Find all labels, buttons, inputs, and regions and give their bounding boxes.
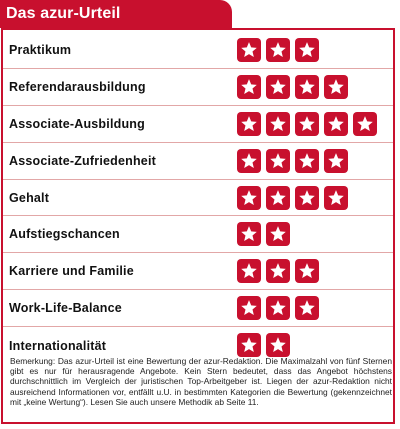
star-icon: [237, 75, 261, 99]
star-rating: [237, 296, 319, 320]
rating-row: [3, 69, 393, 106]
star-icon: [237, 296, 261, 320]
rating-label: Work-Life-Balance: [9, 301, 122, 316]
star-icon: [266, 38, 290, 62]
star-icon: [266, 75, 290, 99]
star-rating: [237, 149, 348, 173]
star-icon: [237, 259, 261, 283]
rating-row: [3, 143, 393, 180]
rating-label: Associate-Zufriedenheit: [9, 153, 156, 168]
star-icon: [295, 112, 319, 136]
rating-label: Karriere und Familie: [9, 264, 134, 279]
star-icon: [266, 112, 290, 136]
star-icon: [295, 38, 319, 62]
star-icon: [237, 38, 261, 62]
star-rating: [237, 222, 290, 246]
star-icon: [266, 149, 290, 173]
rating-label: Associate-Ausbildung: [9, 116, 145, 131]
header-tab: [0, 0, 232, 28]
rating-label: Praktikum: [9, 42, 72, 57]
star-rating: [237, 112, 377, 136]
star-rating: [237, 38, 319, 62]
rating-row: [3, 180, 393, 217]
footnote: Bemerkung: Das azur-Urteil ist eine Bewertung der azur-Redaktion. Die Maximalzahl von fünf Sternen gibt es nur für herausragende Angebote. Kein Stern bedeutet, dass das Angebot höchstens durchschnittlich im Vergleich der juristischen Top-Arbeitgeber ist. Liegen der azur-Redaktion nicht ausreichend Informationen vor, entfällt u.U. in bestimmten Kategorien die Bewertung (gekennzeichnet mit „keine Wertung“). Lesen Sie auch unsere Methodik ab Seite 11.: [10, 356, 392, 407]
rating-row: [3, 106, 393, 143]
star-icon: [266, 259, 290, 283]
star-icon: [295, 259, 319, 283]
star-icon: [237, 149, 261, 173]
rating-row: [3, 253, 393, 290]
star-icon: [324, 75, 348, 99]
star-icon: [324, 149, 348, 173]
star-icon: [237, 222, 261, 246]
star-rating: [237, 259, 319, 283]
rating-box: [1, 28, 395, 424]
star-icon: [266, 186, 290, 210]
star-icon: [266, 333, 290, 357]
star-icon: [295, 75, 319, 99]
star-icon: [266, 222, 290, 246]
star-icon: [295, 296, 319, 320]
star-rating: [237, 75, 348, 99]
star-icon: [353, 112, 377, 136]
rating-row: [3, 216, 393, 253]
rating-label: Referendarausbildung: [9, 79, 146, 94]
page-title: Das azur-Urteil: [6, 5, 121, 22]
star-icon: [237, 186, 261, 210]
star-icon: [295, 186, 319, 210]
star-icon: [237, 333, 261, 357]
rating-row: [3, 32, 393, 69]
rating-label: Gehalt: [9, 190, 50, 205]
star-icon: [295, 149, 319, 173]
star-icon: [324, 112, 348, 136]
rating-list: [3, 32, 393, 364]
rating-label: Aufstiegschancen: [9, 227, 120, 242]
star-rating: [237, 186, 348, 210]
star-icon: [266, 296, 290, 320]
star-icon: [237, 112, 261, 136]
star-rating: [237, 333, 290, 357]
rating-row: [3, 290, 393, 327]
star-icon: [324, 186, 348, 210]
rating-label: Internationalität: [9, 338, 107, 353]
